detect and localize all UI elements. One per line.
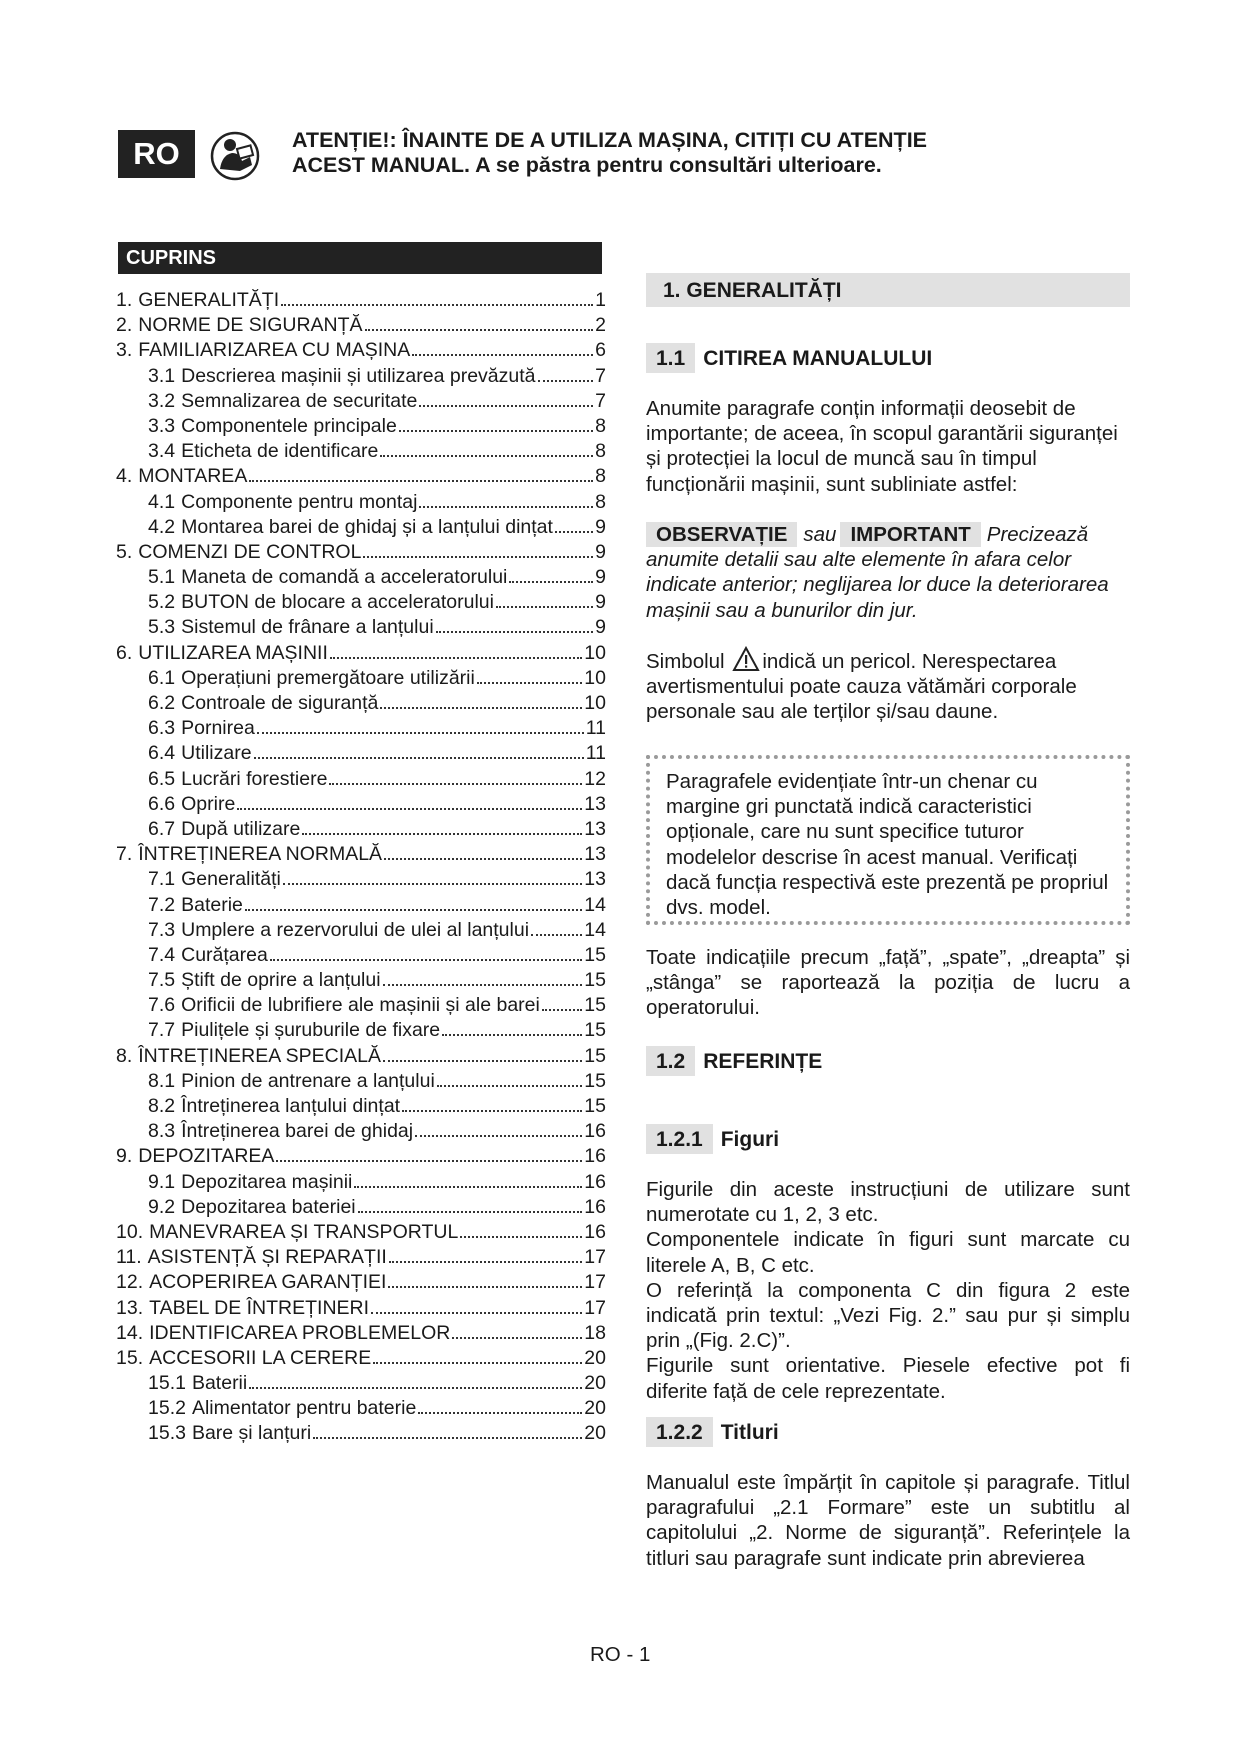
toc-entry bbox=[116, 516, 606, 541]
toc-entry-number: 1. bbox=[116, 289, 133, 311]
symbol-text-after: indică un pericol. Nerespectarea avertismentului poate cauza vătămări corporale personale sau ale terților și/sau daune. bbox=[646, 650, 1077, 724]
subsection-title: Titluri bbox=[720, 1421, 779, 1444]
toc-entry-number: 5.2 bbox=[148, 591, 176, 614]
toc-entry bbox=[116, 1322, 606, 1347]
subsection-heading-1-2-2 bbox=[646, 1417, 779, 1447]
toc-leader-dots bbox=[254, 744, 584, 760]
toc-entry-number: 4.1 bbox=[148, 490, 176, 513]
optional-features-box bbox=[646, 755, 1130, 925]
toc-entry bbox=[116, 843, 606, 868]
toc-entry bbox=[116, 1422, 606, 1447]
toc-entry-number: 8. bbox=[116, 1044, 133, 1067]
toc-entry-title: Depozitarea bateriei bbox=[181, 1195, 356, 1218]
toc-entry-title: Bare și lanțuri bbox=[191, 1422, 312, 1445]
toc-entry-page: 17 bbox=[584, 1271, 606, 1294]
danger-symbol-paragraph bbox=[646, 646, 1130, 725]
toc-entry-page: 15 bbox=[584, 1069, 606, 1092]
toc-leader-dots bbox=[380, 441, 593, 457]
toc-entry-title: ÎNTREȚINEREA SPECIALĂ bbox=[138, 1044, 381, 1067]
toc-leader-dots bbox=[383, 970, 583, 986]
toc-entry-page: 14 bbox=[584, 918, 606, 941]
subsection-title: CITIREA MANUALULUI bbox=[703, 347, 933, 370]
toc-leader-dots bbox=[354, 1172, 582, 1188]
toc-entry bbox=[116, 390, 606, 415]
toc-entry-page: 17 bbox=[584, 1246, 606, 1269]
toc-leader-dots bbox=[538, 366, 594, 382]
toc-leader-dots bbox=[237, 794, 582, 810]
toc-entry-page: 7 bbox=[595, 389, 606, 412]
toc-entry-number: 15.3 bbox=[148, 1422, 186, 1445]
toc-entry-page: 6 bbox=[595, 339, 606, 362]
toc-leader-dots bbox=[384, 844, 582, 860]
language-badge: RO bbox=[118, 130, 195, 178]
toc-leader-dots bbox=[531, 920, 582, 936]
toc-entry-page: 13 bbox=[584, 792, 606, 815]
toc-leader-dots bbox=[442, 1021, 582, 1037]
toc-entry-number: 11. bbox=[116, 1246, 142, 1269]
toc-entry-number: 3.1 bbox=[148, 364, 176, 387]
toc-entry-title: Întreținerea barei de ghidaj bbox=[181, 1120, 414, 1143]
toc-entry-number: 6.1 bbox=[148, 666, 176, 689]
toc-leader-dots bbox=[412, 341, 593, 357]
toc-entry-number: 5. bbox=[116, 540, 133, 563]
toc-entry-title: Baterie bbox=[181, 893, 243, 916]
toc-entry-number: 2. bbox=[116, 314, 133, 337]
toc-leader-dots bbox=[399, 416, 593, 432]
toc-entry-title: GENERALITĂȚI bbox=[138, 289, 280, 311]
toc-leader-dots bbox=[270, 945, 582, 961]
toc-entry-title: Maneta de comandă a acceleratorului bbox=[181, 566, 508, 589]
note-text: Precizează anumite detalii sau alte elemente în afara celor indicate anterior; neglijarea lor duce la deteriorarea mașinii sau a bunurilor din jur. bbox=[646, 523, 1109, 622]
toc-entry-title: Alimentator pentru baterie bbox=[191, 1397, 417, 1420]
toc-entry bbox=[116, 944, 606, 969]
toc-leader-dots bbox=[460, 1222, 582, 1238]
toc-leader-dots bbox=[249, 467, 593, 483]
toc-entry-title: Baterii bbox=[191, 1372, 248, 1395]
toc-entry-title: Generalități bbox=[181, 868, 281, 891]
toc-leader-dots bbox=[555, 517, 593, 533]
toc-entry-number: 8.2 bbox=[148, 1095, 176, 1117]
toc-entry-number: 4. bbox=[116, 465, 133, 488]
toc-entry-page: 15 bbox=[584, 943, 606, 966]
toc-entry bbox=[116, 289, 606, 314]
toc-entry-number: 6.2 bbox=[148, 692, 176, 714]
toc-entry bbox=[116, 868, 606, 893]
toc-entry bbox=[116, 465, 606, 490]
toc-entry-number: 7.3 bbox=[148, 918, 176, 941]
toc-leader-dots bbox=[542, 996, 582, 1012]
toc-entry-title: IDENTIFICAREA PROBLEMELOR bbox=[149, 1321, 451, 1344]
toc-entry-page: 20 bbox=[584, 1422, 606, 1445]
toc-entry-title: Pinion de antrenare a lanțului bbox=[181, 1069, 435, 1092]
toc-entry-title: DEPOZITAREA bbox=[138, 1145, 275, 1168]
toc-entry-page: 14 bbox=[584, 893, 606, 916]
toc-leader-dots bbox=[418, 1399, 582, 1415]
figures-text-3: O referință la componenta C din figura 2 este indicată prin textul: „Vezi Fig. 2.” sau pur și simplu prin „(Fig. 2.C)”. bbox=[646, 1278, 1130, 1353]
toc-entry bbox=[116, 1372, 606, 1397]
toc-entry bbox=[116, 339, 606, 364]
toc-entry-number: 9.1 bbox=[148, 1170, 176, 1193]
symbol-text-before: Simbolul bbox=[646, 650, 725, 673]
toc-leader-dots bbox=[257, 719, 584, 735]
directions-paragraph: Toate indicațiile precum „față”, „spate”, „dreapta” și „stânga” se raportează la poziția de lucru a operatorului. bbox=[646, 946, 1130, 1020]
toc-entry-title: Semnalizarea de securitate bbox=[181, 389, 418, 412]
figures-paragraph bbox=[646, 1177, 1130, 1404]
toc-leader-dots bbox=[281, 290, 593, 306]
toc-entry-page: 10 bbox=[584, 641, 606, 664]
toc-entry-number: 7.6 bbox=[148, 994, 176, 1017]
toc-entry-title: Componentele principale bbox=[181, 414, 397, 437]
toc-entry bbox=[116, 969, 606, 994]
toc-entry bbox=[116, 314, 606, 339]
toc-entry-page: 15 bbox=[584, 969, 606, 992]
toc-entry-page: 8 bbox=[595, 440, 606, 463]
subsection-number: 1.2 bbox=[646, 1046, 695, 1076]
toc-entry-number: 7.1 bbox=[148, 868, 176, 891]
toc-entry-title: Componente pentru montaj bbox=[181, 490, 418, 513]
toc-entry bbox=[116, 642, 606, 667]
toc-entry-page: 9 bbox=[595, 515, 606, 538]
toc-entry-page: 16 bbox=[584, 1170, 606, 1193]
toc-entry-title: UTILIZAREA MAȘINII bbox=[138, 641, 328, 664]
toc-leader-dots bbox=[415, 1122, 582, 1138]
toc-entry-page: 17 bbox=[584, 1296, 606, 1319]
toc-entry-page: 20 bbox=[584, 1397, 606, 1420]
toc-entry-title: BUTON de blocare a acceleratorului bbox=[181, 591, 494, 614]
toc-entry-number: 5.1 bbox=[148, 566, 176, 589]
toc-entry-number: 15.2 bbox=[148, 1397, 186, 1420]
toc-leader-dots bbox=[452, 1323, 582, 1339]
warning-triangle-icon bbox=[732, 646, 760, 672]
toc-entry bbox=[116, 793, 606, 818]
section-title-generalitati: 1. GENERALITĂȚI bbox=[646, 273, 1130, 307]
toc-leader-dots bbox=[509, 567, 593, 583]
subsection-title: REFERINȚE bbox=[703, 1050, 823, 1073]
toc-entry-title: COMENZI DE CONTROL bbox=[138, 540, 362, 563]
warning-line-1: ATENȚIE!: ÎNAINTE DE A UTILIZA MAȘINA, CITIȚI CU ATENȚIE bbox=[292, 128, 928, 152]
toc-entry-page: 20 bbox=[584, 1372, 606, 1395]
toc-leader-dots bbox=[419, 391, 593, 407]
read-manual-icon bbox=[210, 131, 260, 181]
toc-entry-title: Curățarea bbox=[181, 943, 268, 966]
toc-entry-number: 5.3 bbox=[148, 616, 176, 639]
toc-entry bbox=[116, 616, 606, 641]
toc-entry-number: 7.5 bbox=[148, 969, 176, 992]
toc-entry-title: Controale de siguranță bbox=[181, 692, 379, 714]
toc-entry-page: 1 bbox=[595, 289, 606, 311]
toc-entry-page: 16 bbox=[584, 1220, 606, 1243]
toc-entry-title: Știft de oprire a lanțului bbox=[181, 969, 381, 992]
toc-entry-page: 15 bbox=[584, 1095, 606, 1117]
toc-entry-number: 12. bbox=[116, 1271, 144, 1294]
toc-entry bbox=[116, 1271, 606, 1296]
toc-entry-page: 11 bbox=[585, 742, 606, 765]
toc-entry-page: 16 bbox=[584, 1120, 606, 1143]
toc-entry bbox=[116, 894, 606, 919]
toc-entry-number: 6.6 bbox=[148, 792, 176, 815]
toc-entry bbox=[116, 1397, 606, 1422]
toc-entry bbox=[116, 994, 606, 1019]
toc-leader-dots bbox=[477, 668, 582, 684]
figures-text-2: Componentele indicate în figuri sunt marcate cu literele A, B, C etc. bbox=[646, 1228, 1130, 1277]
toc-entry-number: 9.2 bbox=[148, 1195, 176, 1218]
toc-entry bbox=[116, 1347, 606, 1372]
toc-entry-title: ACOPERIREA GARANȚIEI bbox=[149, 1271, 387, 1294]
toc-leader-dots bbox=[358, 1197, 583, 1213]
toc-entry-title: Lucrări forestiere bbox=[181, 767, 328, 790]
toc-entry bbox=[116, 818, 606, 843]
toc-entry-number: 15. bbox=[116, 1346, 144, 1369]
toc-entry bbox=[116, 415, 606, 440]
toc-entry-title: Montarea barei de ghidaj și a lanțului dințat bbox=[181, 515, 553, 538]
toc-entry bbox=[116, 768, 606, 793]
toc-leader-dots bbox=[276, 1147, 582, 1163]
toc-entry-title: Orificii de lubrifiere ale mașinii și ale barei bbox=[181, 994, 540, 1017]
toc-entry-title: FAMILIARIZAREA CU MAȘINA bbox=[138, 339, 411, 362]
toc-entry-title: NORME DE SIGURANȚĂ bbox=[138, 314, 363, 337]
toc-entry-title: ASISTENȚĂ ȘI REPARAȚII bbox=[147, 1246, 387, 1269]
toc-entry-page: 12 bbox=[584, 767, 606, 790]
toc-entry bbox=[116, 919, 606, 944]
toc-leader-dots bbox=[245, 895, 582, 911]
toc-entry-page: 8 bbox=[595, 490, 606, 513]
toc-entry-number: 10. bbox=[116, 1220, 144, 1243]
toc-entry-number: 14. bbox=[116, 1321, 144, 1344]
toc-entry-title: TABEL DE ÎNTREȚINERI bbox=[149, 1296, 370, 1319]
toc-leader-dots bbox=[365, 316, 594, 332]
subsection-heading-1-2-1 bbox=[646, 1124, 779, 1154]
toc-entry-page: 9 bbox=[595, 566, 606, 589]
toc-leader-dots bbox=[371, 1298, 582, 1314]
toc-entry-page: 13 bbox=[584, 817, 606, 840]
or-word: sau bbox=[803, 523, 837, 546]
toc-entry-number: 15.1 bbox=[148, 1372, 186, 1395]
toc-entry-number: 4.2 bbox=[148, 515, 176, 538]
toc-leader-dots bbox=[436, 618, 593, 634]
toc-leader-dots bbox=[496, 593, 593, 609]
toc-entry-page: 15 bbox=[584, 994, 606, 1017]
toc-entry-number: 13. bbox=[116, 1296, 144, 1319]
toc-title: CUPRINS bbox=[118, 242, 602, 274]
toc-entry bbox=[116, 717, 606, 742]
toc-entry bbox=[116, 591, 606, 616]
toc-leader-dots bbox=[389, 1247, 583, 1263]
toc-leader-dots bbox=[329, 769, 582, 785]
note-paragraph bbox=[646, 522, 1130, 623]
toc-entry-title: ÎNTREȚINEREA NORMALĂ bbox=[138, 843, 383, 866]
toc-entry-page: 8 bbox=[595, 414, 606, 437]
toc-entry bbox=[116, 1070, 606, 1095]
toc-entry bbox=[116, 1145, 606, 1170]
toc-leader-dots bbox=[249, 1373, 582, 1389]
toc-entry-page: 13 bbox=[584, 868, 606, 891]
toc-leader-dots bbox=[330, 643, 582, 659]
subsection-number: 1.2.2 bbox=[646, 1417, 713, 1447]
toc-entry-page: 9 bbox=[595, 591, 606, 614]
toc-entry-title: Umplere a rezervorului de ulei al lanțului bbox=[181, 918, 530, 941]
toc-leader-dots bbox=[419, 492, 593, 508]
toc-entry-number: 3.4 bbox=[148, 440, 176, 463]
toc-entry-page: 11 bbox=[585, 717, 606, 740]
toc-entry-page: 9 bbox=[595, 540, 606, 563]
toc-entry-page: 20 bbox=[584, 1346, 606, 1369]
toc-leader-dots bbox=[302, 819, 582, 835]
observatie-tag: OBSERVAȚIE bbox=[646, 522, 797, 547]
toc-entry-page: 10 bbox=[584, 692, 606, 714]
toc-leader-dots bbox=[363, 542, 593, 558]
toc-leader-dots bbox=[380, 693, 582, 709]
important-tag: IMPORTANT bbox=[840, 522, 980, 547]
toc-entry-title: Pornirea bbox=[181, 717, 255, 740]
intro-paragraph: Anumite paragrafe conțin informații deosebit de importante; de aceea, în scopul garantării siguranței și protecției la locul de muncă sau în timpul funcționării mașinii, sunt subliniate astfel: bbox=[646, 397, 1118, 496]
toc-entry-number: 8.3 bbox=[148, 1120, 176, 1143]
toc-leader-dots bbox=[373, 1348, 582, 1364]
toc-entry bbox=[116, 1171, 606, 1196]
toc-entry-title: MANEVRAREA ȘI TRANSPORTUL bbox=[149, 1220, 459, 1243]
toc-entry-number: 8.1 bbox=[148, 1069, 176, 1092]
toc-entry-title: Oprire bbox=[181, 792, 236, 815]
toc-entry bbox=[116, 1196, 606, 1221]
optional-features-text: Paragrafele evidențiate într-un chenar cu margine gri punctată indică caracteristici opționale, care nu sunt specifice tuturor modelelor descrise în acest manual. Verificați dacă funcția respectivă este prezentă pe propriul dvs. model. bbox=[666, 770, 1109, 920]
toc-entry-number: 6.4 bbox=[148, 742, 176, 765]
toc-entry-title: Întreținerea lanțului dințat bbox=[181, 1095, 401, 1117]
toc-entry-title: Depozitarea mașinii bbox=[181, 1170, 353, 1193]
toc-entry-title: ACCESORII LA CERERE bbox=[149, 1346, 372, 1369]
table-of-contents bbox=[116, 289, 606, 1448]
figures-text-1: Figurile din aceste instrucțiuni de utilizare sunt numerotate cu 1, 2, 3 etc. bbox=[646, 1178, 1130, 1227]
toc-leader-dots bbox=[383, 1046, 582, 1062]
toc-entry bbox=[116, 566, 606, 591]
toc-entry-page: 15 bbox=[584, 1044, 606, 1067]
toc-entry-page: 10 bbox=[584, 666, 606, 689]
toc-entry-number: 7.2 bbox=[148, 893, 176, 916]
toc-entry-title: După utilizare bbox=[181, 817, 301, 840]
toc-entry-number: 7. bbox=[116, 843, 133, 866]
toc-entry-title: Sistemul de frânare a lanțului bbox=[181, 616, 434, 639]
toc-entry-title: Utilizare bbox=[181, 742, 252, 765]
toc-entry-title: Descrierea mașinii și utilizarea prevăzută bbox=[181, 364, 536, 387]
toc-entry bbox=[116, 1297, 606, 1322]
toc-entry bbox=[116, 1019, 606, 1044]
toc-entry-number: 6. bbox=[116, 641, 133, 664]
toc-entry bbox=[116, 541, 606, 566]
toc-entry-number: 3.3 bbox=[148, 414, 176, 437]
toc-leader-dots bbox=[283, 870, 582, 886]
toc-entry-number: 6.7 bbox=[148, 817, 176, 840]
toc-entry-number: 6.5 bbox=[148, 767, 176, 790]
warning-line-2: ACEST MANUAL. A se păstra pentru consultări ulterioare. bbox=[292, 153, 882, 177]
toc-entry-title: MONTAREA bbox=[138, 465, 248, 488]
toc-entry-title: Operațiuni premergătoare utilizării bbox=[181, 666, 475, 689]
toc-entry bbox=[116, 742, 606, 767]
titles-paragraph: Manualul este împărțit în capitole și paragrafe. Titlul paragrafului „2.1 Formare” este un subtitlu al capitolului „2. Norme de siguranță”. Referințele la titluri sau paragrafe sunt indicate prin abrevierea bbox=[646, 1471, 1130, 1570]
toc-leader-dots bbox=[313, 1424, 582, 1440]
toc-entry-title: Eticheta de identificare bbox=[181, 440, 379, 463]
toc-leader-dots bbox=[402, 1096, 582, 1112]
toc-leader-dots bbox=[388, 1273, 582, 1289]
toc-entry-number: 9. bbox=[116, 1145, 133, 1168]
subsection-number: 1.1 bbox=[646, 343, 695, 373]
toc-entry-page: 9 bbox=[595, 616, 606, 639]
warning-header bbox=[292, 128, 1052, 178]
toc-entry-page: 16 bbox=[584, 1195, 606, 1218]
toc-entry-page: 13 bbox=[584, 843, 606, 866]
toc-entry bbox=[116, 1221, 606, 1246]
page-number: RO - 1 bbox=[590, 1643, 651, 1666]
toc-entry-number: 7.4 bbox=[148, 943, 176, 966]
toc-entry-page: 15 bbox=[584, 1019, 606, 1042]
figures-text-4: Figurile sunt orientative. Piesele efective pot fi diferite față de cele reprezentate. bbox=[646, 1354, 1130, 1403]
toc-entry bbox=[116, 1045, 606, 1070]
subsection-title: Figuri bbox=[720, 1128, 780, 1151]
subsection-heading-1-1 bbox=[646, 343, 932, 373]
toc-entry-page: 2 bbox=[595, 314, 606, 337]
toc-entry-number: 6.3 bbox=[148, 717, 176, 740]
toc-entry-number: 3. bbox=[116, 339, 133, 362]
toc-entry bbox=[116, 1120, 606, 1145]
toc-entry bbox=[116, 491, 606, 516]
subsection-number: 1.2.1 bbox=[646, 1124, 713, 1154]
toc-entry bbox=[116, 692, 606, 717]
toc-entry bbox=[116, 440, 606, 465]
toc-entry-page: 7 bbox=[595, 364, 606, 387]
toc-entry-page: 18 bbox=[584, 1321, 606, 1344]
toc-entry bbox=[116, 667, 606, 692]
toc-entry bbox=[116, 365, 606, 390]
subsection-heading-1-2 bbox=[646, 1046, 822, 1076]
toc-entry bbox=[116, 1095, 606, 1120]
toc-entry bbox=[116, 1246, 606, 1271]
toc-entry-number: 3.2 bbox=[148, 389, 176, 412]
toc-entry-title: Piulițele și șuruburile de fixare bbox=[181, 1019, 441, 1042]
toc-entry-page: 8 bbox=[595, 465, 606, 488]
toc-leader-dots bbox=[437, 1071, 583, 1087]
toc-entry-page: 16 bbox=[584, 1145, 606, 1168]
toc-entry-number: 7.7 bbox=[148, 1019, 176, 1042]
